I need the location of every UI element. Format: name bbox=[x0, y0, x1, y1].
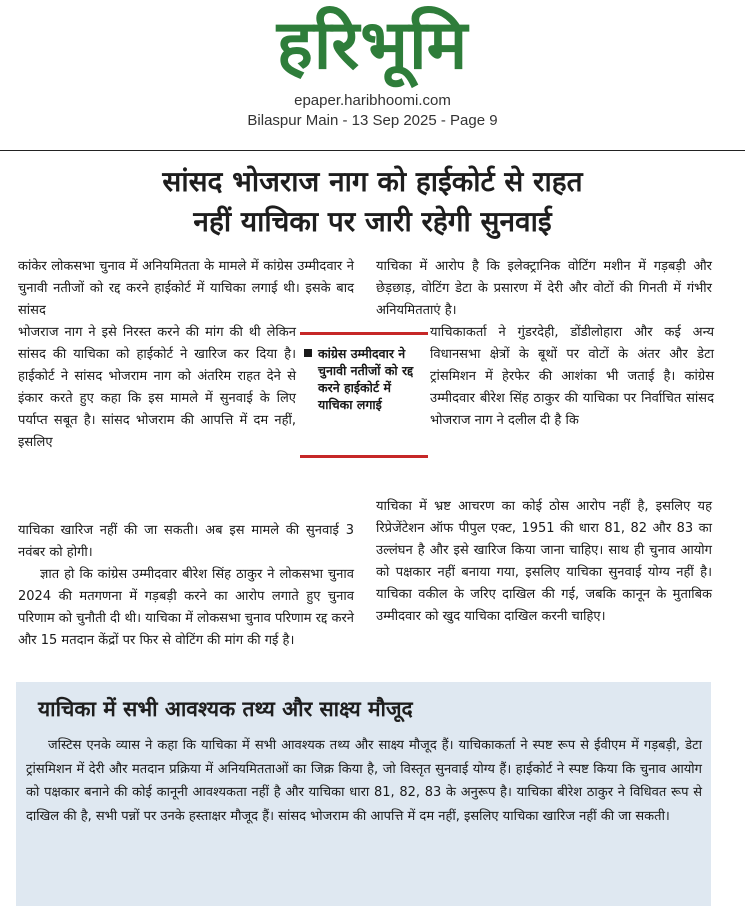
header-rule bbox=[0, 150, 745, 151]
article-left-column-middle bbox=[18, 322, 296, 453]
sidebar-box bbox=[16, 682, 711, 906]
article-paragraph: भोजराज नाग ने इसे निरस्त करने की मांग की थी लेकिन सांसद की याचिका को हाईकोर्ट ने खारिज कर दिया है। हाईकोर्ट ने सांसद भोजराम नाग को अंतरिम राहत देने से इंकार करते हुए कहा कि इस मामले में सुनवाई के लिए पर्याप्त सबूत है। सांसद भोजराम की आपत्ति में दम नहीं, इसलिए bbox=[18, 325, 296, 450]
box-text: जस्टिस एनके व्यास ने कहा कि याचिका में सभी आवश्यक तथ्य और साक्ष्य मौजूद हैं। याचिकाकर्ता ने स्पष्ट रूप से ईवीएम में गड़बड़ी, डेटा ट्रांसमिशन में देरी और मतदान प्रक्रिया में अनियमितताओं का जिक्र किया है, जो विस्तृत सुनवाई योग्य हैं। हाईकोर्ट ने स्पष्ट किया कि चुनाव आयोग को पक्षकार बनाने की कोई कानूनी आवश्यकता नहीं है और याचिका धारा 81, 82, 83 के अनुरूप है। याचिका बीरेश ठाकुर ने विधिवत रूप से दाखिल की है, सभी पन्नों पर उनके हस्ताक्षर मौजूद हैं। सांसद भोजराम की आपत्ति में दम नहीं, इसलिए याचिका खारिज नहीं की जा सकती। bbox=[26, 738, 702, 824]
pull-quote bbox=[300, 332, 428, 458]
pull-quote-text: कांग्रेस उम्मीदवार ने चुनावी नतीजों को रद्द करने हाईकोर्ट में याचिका लगाई bbox=[318, 346, 414, 412]
article-paragraph: कांकेर लोकसभा चुनाव में अनियमितता के मामले में कांग्रेस उम्मीदवार ने चुनावी नतीजों को रद्द करने हाईकोर्ट में याचिका लगाई थी। इसके बाद सांसद bbox=[18, 259, 354, 318]
square-bullet-icon bbox=[304, 349, 312, 357]
masthead-logo: हरिभूमि bbox=[276, 6, 469, 85]
article-right-column-bottom bbox=[376, 496, 712, 627]
headline-line-2: नहीं याचिका पर जारी रहेगी सुनवाई bbox=[193, 205, 552, 238]
article-paragraph: याचिकाकर्ता ने गुंडरदेही, डोंडीलोहारा और कई अन्य विधानसभा क्षेत्रों के बूथों पर वोटों के अंतर और डेटा ट्रांसमिशन में हेरफेर की आशंका भी जताई है। कांग्रेस उम्मीदवार बीरेश सिंह ठाकुर की याचिका पर निर्वाचित सांसद भोजराज नाग ने दलील दी है कि bbox=[430, 325, 714, 428]
article-paragraph: याचिका में आरोप है कि इलेक्ट्रानिक वोटिंग मशीन में गड़बड़ी और छेड़छाड़, वोटिंग डेटा के प्रसारण में देरी और वोटों की गिनती में गंभीर अनियमितताएं है। bbox=[376, 259, 712, 318]
site-url: epaper.haribhoomi.com bbox=[294, 92, 451, 109]
article-right-column-middle bbox=[430, 322, 714, 432]
edition-info: Bilaspur Main - 13 Sep 2025 - Page 9 bbox=[247, 112, 498, 129]
article-left-column-bottom bbox=[18, 520, 354, 651]
article-right-column-top bbox=[376, 256, 712, 322]
box-title: याचिका में सभी आवश्यक तथ्य और साक्ष्य मौजूद bbox=[38, 697, 413, 721]
headline-line-1: सांसद भोजराज नाग को हाईकोर्ट से राहत bbox=[162, 165, 583, 198]
article-left-column-top bbox=[18, 256, 354, 322]
article-paragraph: याचिका में भ्रष्ट आचरण का कोई ठोस आरोप नहीं है, इसलिए यह रिप्रेजेंटेशन ऑफ पीपुल एक्ट, 1951 की धारा 81, 82 और 83 का उल्लंघन है और इसे खारिज किया जाना चाहिए। साथ ही चुनाव आयोग को पक्षकार नहीं बनाया गया, इसलिए याचिका सुनवाई योग्य नहीं है। याचिका वकील के जरिए दाखिल की गई, जबकि कानून के मुताबिक उम्मीदवार को खुद याचिका दाखिल करनी चाहिए। bbox=[376, 499, 712, 624]
article-paragraph: ज्ञात हो कि कांग्रेस उम्मीदवार बीरेश सिंह ठाकुर ने लोकसभा चुनाव 2024 की मतगणना में गड़बड़ी करने का आरोप लगाते हुए चुनाव परिणाम को चुनौती दी थी। याचिका में लोकसभा चुनाव परिणाम रद्द करने और 15 मतदान केंद्रों पर फिर से वोटिंग की मांग की गई है। bbox=[18, 566, 354, 648]
article-paragraph: याचिका खारिज नहीं की जा सकती। अब इस मामले की सुनवाई 3 नवंबर को होगी। bbox=[18, 523, 354, 560]
